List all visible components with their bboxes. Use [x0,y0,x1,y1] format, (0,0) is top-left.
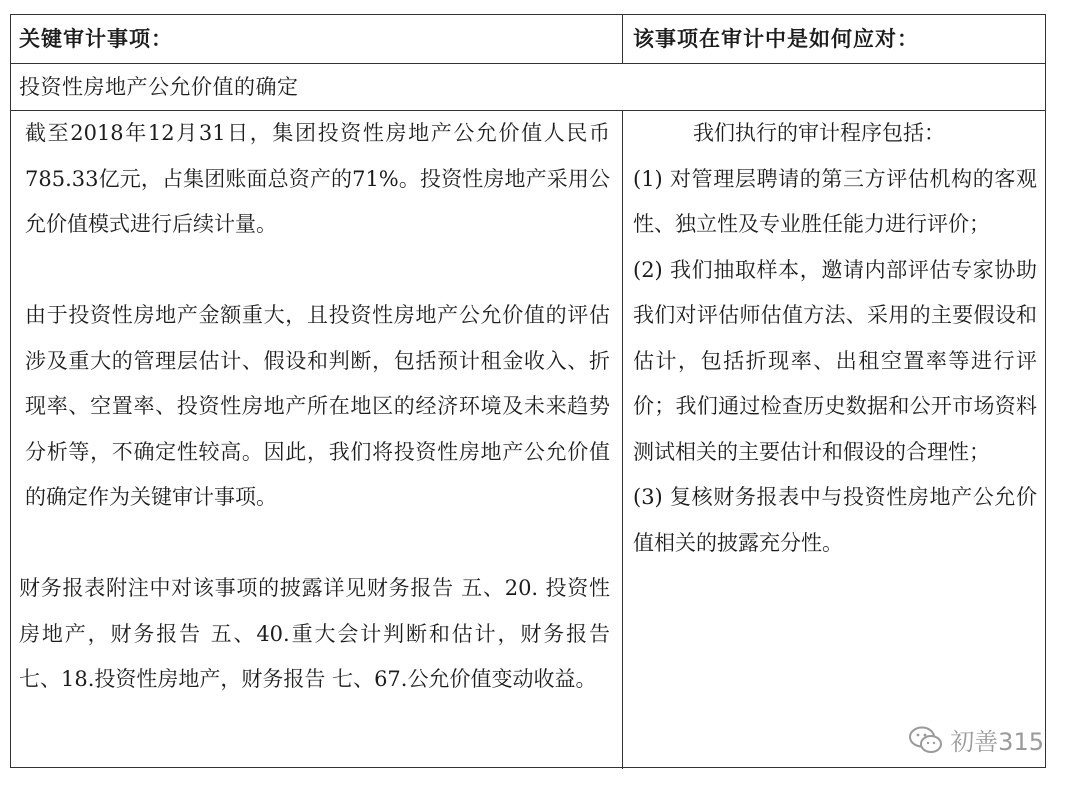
key-audit-matter-header: 关键审计事项： [19,26,173,51]
body-divider [622,110,623,769]
header-rule [11,63,1045,64]
matter-paragraph-1: 截至2018年12月31日，集团投资性房地产公允价值人民币785.33亿元，占集团账面总资产的71%。投资性房地产采用公允价值模式进行后续计量。 [25,121,610,236]
audit-matters-table [10,14,1046,768]
right-column [633,111,1037,566]
left-column [19,111,610,703]
procedure-item-3: (3) 复核财务报表中与投资性房地产公允价值相关的披露充分性。 [633,485,1037,555]
audit-response-header: 该事项在审计中是如何应对： [633,26,919,51]
section-title: 投资性房地产公允价值的确定 [19,75,299,99]
matter-paragraph-3: 财务报表附注中对该事项的披露详见财务报告 五、20. 投资性房地产，财务报告 五、40.重大会计判断和估计，财务报告 七、18.投资性房地产，财务报告 七、67.公允价值变动收益。 [19,576,610,691]
procedures-intro: 我们执行的审计程序包括： [693,121,945,145]
watermark-text: 初善315 [950,728,1044,756]
wechat-icon [908,725,944,755]
procedure-item-2: (2) 我们抽取样本，邀请内部评估专家协助我们对评估师估值方法、采用的主要假设和估计，包括折现率、出租空置率等进行评价；我们通过检查历史数据和公开市场资料测试相关的主要估计和假设的合理性； [633,257,1037,464]
watermark [908,722,1044,757]
procedure-item-1: (1) 对管理层聘请的第三方评估机构的客观性、独立性及专业胜任能力进行评价； [633,166,1037,236]
matter-paragraph-2: 由于投资性房地产金额重大，且投资性房地产公允价值的评估涉及重大的管理层估计、假设和判断，包括预计租金收入、折现率、空置率、投资性房地产所在地区的经济环境及未来趋势分析等，不确定性较高。因此，我们将投资性房地产公允价值的确定作为关键审计事项。 [25,303,610,509]
header-divider [622,15,623,63]
